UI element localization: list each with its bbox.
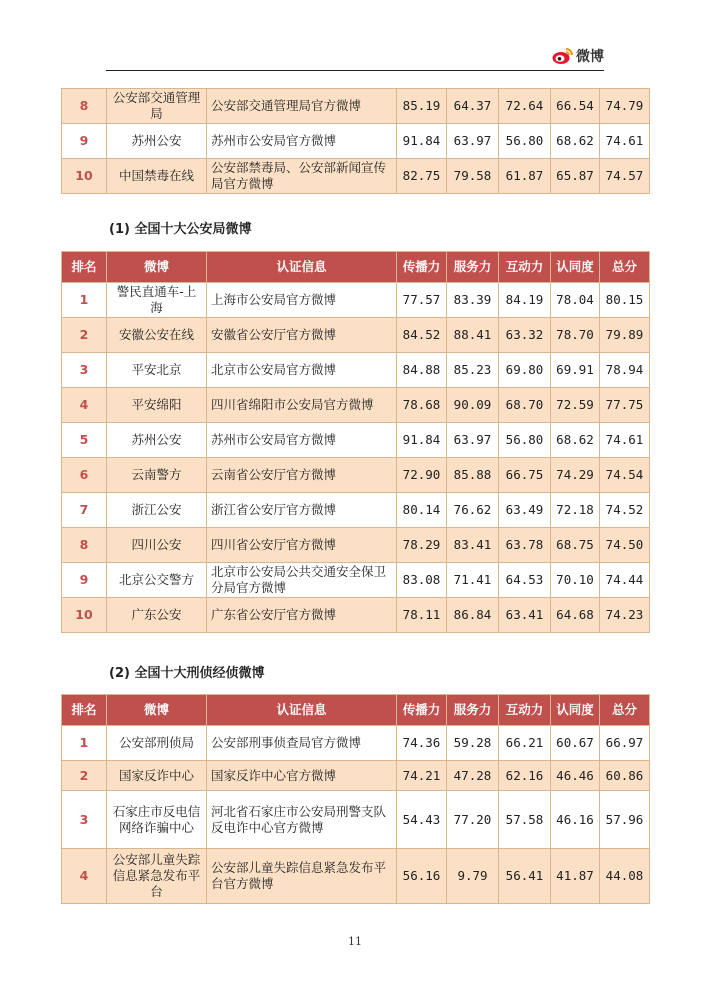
score-cell: 66.21 [499, 726, 551, 761]
score-cell: 77.57 [397, 283, 447, 318]
score-cell: 41.87 [551, 849, 600, 904]
table-row [62, 598, 650, 633]
column-header: 认证信息 [207, 252, 397, 283]
score-cell: 79.58 [447, 159, 499, 194]
column-header: 认同度 [551, 695, 600, 726]
verification-cell: 广东省公安厅官方微博 [207, 598, 397, 633]
table-row [62, 563, 650, 598]
weibo-eye-icon [552, 47, 574, 65]
table-row [62, 353, 650, 388]
verification-cell: 北京市公安局官方微博 [207, 353, 397, 388]
score-cell: 78.11 [397, 598, 447, 633]
weibo-name-cell: 苏州公安 [107, 124, 207, 159]
weibo-name-cell: 四川公安 [107, 528, 207, 563]
verification-cell: 四川省公安厅官方微博 [207, 528, 397, 563]
score-cell: 64.68 [551, 598, 600, 633]
score-cell: 61.87 [499, 159, 551, 194]
score-cell: 85.23 [447, 353, 499, 388]
score-cell: 74.52 [600, 493, 650, 528]
ranking-table-criminal [61, 694, 650, 904]
score-cell: 84.19 [499, 283, 551, 318]
score-cell: 74.50 [600, 528, 650, 563]
column-header: 互动力 [499, 695, 551, 726]
score-cell: 60.67 [551, 726, 600, 761]
rank-cell: 5 [62, 423, 107, 458]
rank-cell: 9 [62, 124, 107, 159]
rank-cell: 2 [62, 761, 107, 791]
score-cell: 85.19 [397, 89, 447, 124]
verification-cell: 苏州市公安局官方微博 [207, 423, 397, 458]
score-cell: 74.57 [600, 159, 650, 194]
score-cell: 72.59 [551, 388, 600, 423]
rank-cell: 10 [62, 598, 107, 633]
column-header: 微博 [107, 252, 207, 283]
score-cell: 74.29 [551, 458, 600, 493]
score-cell: 54.43 [397, 791, 447, 849]
score-cell: 72.90 [397, 458, 447, 493]
page-number: 11 [348, 935, 362, 948]
weibo-name-cell: 苏州公安 [107, 423, 207, 458]
weibo-name-cell: 公安部交通管理局 [107, 89, 207, 124]
score-cell: 74.36 [397, 726, 447, 761]
weibo-name-cell: 平安绵阳 [107, 388, 207, 423]
score-cell: 74.79 [600, 89, 650, 124]
ranking-table-continued [61, 88, 650, 194]
score-cell: 84.88 [397, 353, 447, 388]
column-header: 总分 [600, 695, 650, 726]
score-cell: 63.97 [447, 124, 499, 159]
score-cell: 77.75 [600, 388, 650, 423]
score-cell: 91.84 [397, 423, 447, 458]
rank-cell: 6 [62, 458, 107, 493]
score-cell: 56.41 [499, 849, 551, 904]
verification-cell: 公安部儿童失踪信息紧急发布平台官方微博 [207, 849, 397, 904]
column-header: 排名 [62, 252, 107, 283]
weibo-name-cell: 公安部刑侦局 [107, 726, 207, 761]
verification-cell: 公安部禁毒局、公安部新闻宣传局官方微博 [207, 159, 397, 194]
score-cell: 90.09 [447, 388, 499, 423]
rank-cell: 4 [62, 388, 107, 423]
rank-cell: 8 [62, 528, 107, 563]
score-cell: 46.46 [551, 761, 600, 791]
verification-cell: 上海市公安局官方微博 [207, 283, 397, 318]
rank-cell: 4 [62, 849, 107, 904]
verification-cell: 安徽省公安厅官方微博 [207, 318, 397, 353]
table-row [62, 458, 650, 493]
score-cell: 74.21 [397, 761, 447, 791]
score-cell: 68.70 [499, 388, 551, 423]
verification-cell: 河北省石家庄市公安局刑警支队反电诈中心官方微博 [207, 791, 397, 849]
table-row [62, 318, 650, 353]
score-cell: 80.14 [397, 493, 447, 528]
weibo-name-cell: 公安部儿童失踪信息紧急发布平台 [107, 849, 207, 904]
column-header: 传播力 [397, 695, 447, 726]
score-cell: 63.41 [499, 598, 551, 633]
table-row [62, 388, 650, 423]
weibo-name-cell: 云南警方 [107, 458, 207, 493]
table-row [62, 761, 650, 791]
score-cell: 74.44 [600, 563, 650, 598]
rank-cell: 8 [62, 89, 107, 124]
table-row [62, 283, 650, 318]
ranking-table-police [61, 251, 650, 633]
score-cell: 74.61 [600, 423, 650, 458]
score-cell: 77.20 [447, 791, 499, 849]
header-rule [106, 70, 604, 71]
score-cell: 64.53 [499, 563, 551, 598]
weibo-name-cell: 浙江公安 [107, 493, 207, 528]
score-cell: 74.23 [600, 598, 650, 633]
score-cell: 76.62 [447, 493, 499, 528]
weibo-name-cell: 安徽公安在线 [107, 318, 207, 353]
score-cell: 78.04 [551, 283, 600, 318]
score-cell: 56.80 [499, 423, 551, 458]
score-cell: 69.80 [499, 353, 551, 388]
score-cell: 62.16 [499, 761, 551, 791]
table-row [62, 726, 650, 761]
score-cell: 83.08 [397, 563, 447, 598]
column-header: 传播力 [397, 252, 447, 283]
table-row [62, 423, 650, 458]
table-row [62, 124, 650, 159]
score-cell: 44.08 [600, 849, 650, 904]
score-cell: 63.32 [499, 318, 551, 353]
score-cell: 64.37 [447, 89, 499, 124]
rank-cell: 9 [62, 563, 107, 598]
verification-cell: 云南省公安厅官方微博 [207, 458, 397, 493]
score-cell: 46.16 [551, 791, 600, 849]
score-cell: 68.75 [551, 528, 600, 563]
score-cell: 78.70 [551, 318, 600, 353]
score-cell: 86.84 [447, 598, 499, 633]
score-cell: 83.41 [447, 528, 499, 563]
score-cell: 84.52 [397, 318, 447, 353]
score-cell: 57.58 [499, 791, 551, 849]
rank-cell: 1 [62, 283, 107, 318]
score-cell: 66.54 [551, 89, 600, 124]
score-cell: 85.88 [447, 458, 499, 493]
verification-cell: 苏州市公安局官方微博 [207, 124, 397, 159]
score-cell: 72.64 [499, 89, 551, 124]
score-cell: 80.15 [600, 283, 650, 318]
table-row [62, 791, 650, 849]
rank-cell: 10 [62, 159, 107, 194]
column-header: 服务力 [447, 695, 499, 726]
score-cell: 60.86 [600, 761, 650, 791]
score-cell: 74.54 [600, 458, 650, 493]
score-cell: 66.75 [499, 458, 551, 493]
table-row [62, 849, 650, 904]
weibo-name-cell: 平安北京 [107, 353, 207, 388]
score-cell: 72.18 [551, 493, 600, 528]
column-header: 认同度 [551, 252, 600, 283]
score-cell: 65.87 [551, 159, 600, 194]
section-title-criminal: (2) 全国十大刑侦经侦微博 [109, 666, 265, 681]
column-header: 微博 [107, 695, 207, 726]
weibo-logo [552, 46, 604, 66]
weibo-name-cell: 国家反诈中心 [107, 761, 207, 791]
score-cell: 68.62 [551, 423, 600, 458]
column-header: 排名 [62, 695, 107, 726]
score-cell: 68.62 [551, 124, 600, 159]
column-header: 认证信息 [207, 695, 397, 726]
table-row [62, 528, 650, 563]
table-row [62, 89, 650, 124]
score-cell: 47.28 [447, 761, 499, 791]
score-cell: 83.39 [447, 283, 499, 318]
verification-cell: 公安部刑事侦查局官方微博 [207, 726, 397, 761]
score-cell: 56.80 [499, 124, 551, 159]
score-cell: 63.97 [447, 423, 499, 458]
weibo-name-cell: 石家庄市反电信网络诈骗中心 [107, 791, 207, 849]
score-cell: 69.91 [551, 353, 600, 388]
score-cell: 63.49 [499, 493, 551, 528]
rank-cell: 3 [62, 791, 107, 849]
table-row [62, 493, 650, 528]
weibo-name-cell: 北京公交警方 [107, 563, 207, 598]
verification-cell: 浙江省公安厅官方微博 [207, 493, 397, 528]
table-header-row [62, 695, 650, 726]
brand-name: 微博 [576, 49, 604, 65]
weibo-name-cell: 中国禁毒在线 [107, 159, 207, 194]
score-cell: 56.16 [397, 849, 447, 904]
table-header-row [62, 252, 650, 283]
verification-cell: 北京市公安局公共交通安全保卫分局官方微博 [207, 563, 397, 598]
rank-cell: 2 [62, 318, 107, 353]
score-cell: 78.29 [397, 528, 447, 563]
score-cell: 82.75 [397, 159, 447, 194]
rank-cell: 1 [62, 726, 107, 761]
section-title-police: (1) 全国十大公安局微博 [109, 222, 252, 237]
score-cell: 57.96 [600, 791, 650, 849]
verification-cell: 四川省绵阳市公安局官方微博 [207, 388, 397, 423]
table-row [62, 159, 650, 194]
score-cell: 78.94 [600, 353, 650, 388]
score-cell: 59.28 [447, 726, 499, 761]
score-cell: 78.68 [397, 388, 447, 423]
weibo-name-cell: 广东公安 [107, 598, 207, 633]
rank-cell: 7 [62, 493, 107, 528]
score-cell: 91.84 [397, 124, 447, 159]
column-header: 互动力 [499, 252, 551, 283]
score-cell: 70.10 [551, 563, 600, 598]
score-cell: 66.97 [600, 726, 650, 761]
score-cell: 88.41 [447, 318, 499, 353]
verification-cell: 公安部交通管理局官方微博 [207, 89, 397, 124]
weibo-name-cell: 警民直通车-上海 [107, 283, 207, 318]
verification-cell: 国家反诈中心官方微博 [207, 761, 397, 791]
column-header: 总分 [600, 252, 650, 283]
score-cell: 71.41 [447, 563, 499, 598]
score-cell: 9.79 [447, 849, 499, 904]
score-cell: 79.89 [600, 318, 650, 353]
column-header: 服务力 [447, 252, 499, 283]
rank-cell: 3 [62, 353, 107, 388]
score-cell: 74.61 [600, 124, 650, 159]
score-cell: 63.78 [499, 528, 551, 563]
